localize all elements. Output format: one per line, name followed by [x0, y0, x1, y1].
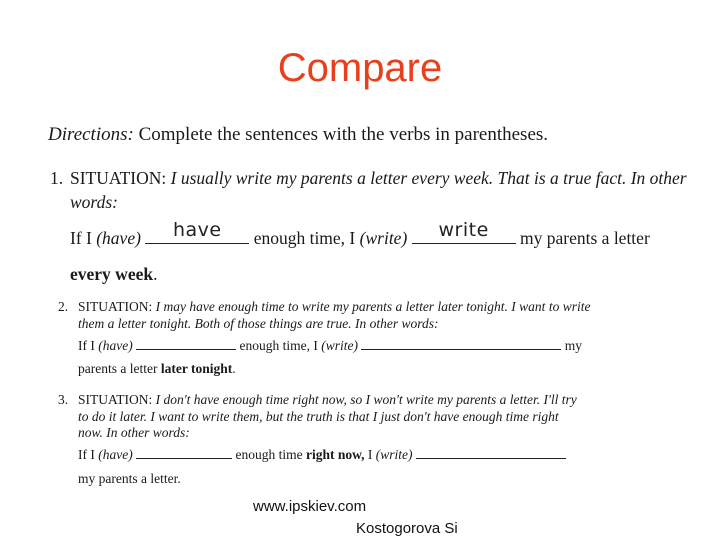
situation-text: I may have enough time to write my parents a letter later tonight. I want to write [155, 299, 591, 314]
item-2-sentence [78, 338, 582, 354]
mid-text: enough time, I [239, 338, 318, 353]
if-i-text: If I [78, 447, 95, 462]
item-1-number: 1. [50, 168, 64, 188]
tail-bold: every week [70, 264, 154, 284]
item-3-number: 3. [58, 392, 69, 407]
verb-have: (have) [96, 228, 141, 248]
footer-site: www.ipskiev.com [253, 498, 367, 515]
mid-bold: right now, [305, 447, 365, 462]
footer-author: Kostogorova Si [356, 520, 458, 537]
mid-pre: enough time [235, 447, 303, 462]
item-1-tail [70, 264, 157, 285]
tail-bold: later tonight [160, 361, 233, 376]
answer-blank-2[interactable] [416, 457, 566, 459]
situation-label: SITUATION: [78, 392, 153, 407]
directions [48, 124, 548, 146]
situation-label: SITUATION: [70, 168, 167, 188]
verb-write: (write) [375, 447, 413, 462]
item-3-tail: my parents a letter. [78, 471, 181, 486]
answer-blank-1[interactable] [136, 348, 236, 350]
item-3-situation [78, 392, 577, 408]
verb-have: (have) [98, 447, 133, 462]
item-2-number: 2. [58, 299, 69, 314]
item-3-sentence [78, 447, 566, 463]
end-text: my parents a letter [520, 228, 650, 248]
handwritten-answer-1: have [173, 219, 222, 241]
directions-label: Directions: [48, 124, 134, 145]
page-title: Compare [277, 46, 443, 90]
answer-blank-2[interactable] [412, 219, 516, 244]
item-3-situation-line3: now. In other words: [78, 425, 190, 440]
item-1-situation-line2: words: [70, 192, 118, 212]
handwritten-answer-2: write [438, 219, 489, 241]
answer-blank-2[interactable] [361, 348, 561, 350]
item-2-tail [78, 361, 236, 377]
mid-text: enough time, I [253, 228, 356, 248]
if-i-text: If I [78, 338, 95, 353]
directions-text: Complete the sentences with the verbs in parentheses. [138, 124, 549, 145]
tail-end: . [232, 361, 236, 376]
item-2-situation-line2: them a letter tonight. Both of those things are true. In other words: [78, 316, 439, 331]
item-1-situation [70, 168, 687, 189]
mid-post: I [367, 447, 373, 462]
verb-write: (write) [359, 228, 408, 248]
item-2-situation [78, 299, 590, 315]
end-text: my [564, 338, 582, 353]
tail-pre: parents a letter [78, 361, 158, 376]
answer-blank-1[interactable] [136, 457, 232, 459]
verb-have: (have) [98, 338, 133, 353]
situation-text: I don't have enough time right now, so I won't write my parents a letter. I'll try [155, 392, 577, 407]
answer-blank-1[interactable] [145, 219, 249, 244]
item-1-sentence [70, 219, 650, 249]
situation-text: I usually write my parents a letter every week. That is a true fact. In other [170, 168, 687, 188]
tail-end: . [153, 264, 158, 284]
item-3-situation-line2: to do it later. I want to write them, but the truth is that I just don't have enough time right [78, 409, 559, 424]
verb-write: (write) [321, 338, 358, 353]
if-i-text: If I [70, 228, 92, 248]
situation-label: SITUATION: [78, 299, 153, 314]
